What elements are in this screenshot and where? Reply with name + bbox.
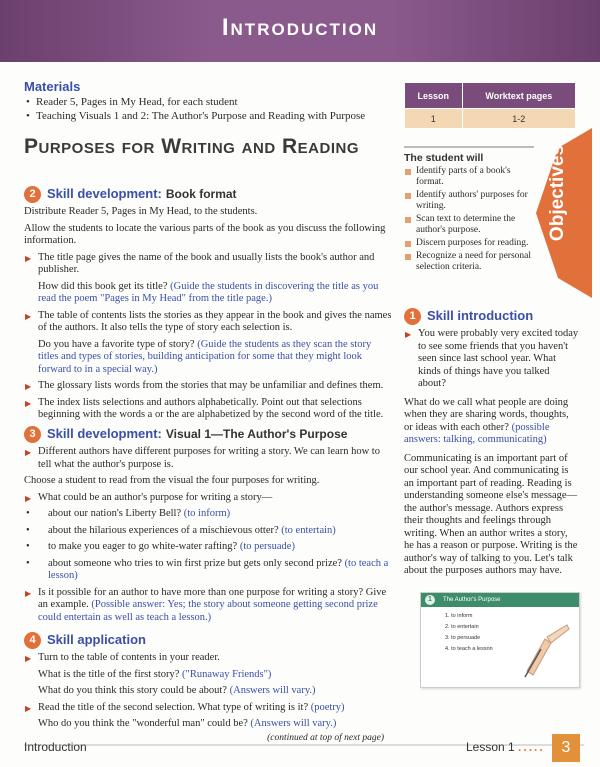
- answer-text: (to entertain): [281, 524, 336, 536]
- question: [24, 685, 392, 698]
- objective-item: Discern purposes for reading.: [404, 238, 534, 249]
- answer-text: ("Runaway Friends"): [182, 668, 272, 680]
- teacher-point: ▶ Different authors have different purposes for writing a story. We can learn how to tell what the author's purpose is.: [24, 446, 392, 471]
- lesson-header: Lesson: [405, 83, 463, 109]
- answer-text: (possible answers: talking, communicating): [404, 421, 550, 445]
- question-text: Read the title of the second selection. What type of writing is it?: [38, 701, 309, 713]
- page-title: Purposes for Writing and Reading: [24, 135, 360, 158]
- step-number-badge: 1: [404, 308, 421, 325]
- answer-text: (Guide the students in discovering the title as you read the poem "Pages in My Head" from the title page.): [38, 280, 379, 304]
- answer-text: (Answers will vary.): [250, 718, 337, 729]
- materials-title: Materials: [24, 79, 81, 94]
- question: [24, 281, 392, 306]
- visual-item: 3. to persuade: [445, 635, 481, 641]
- answer-text: (poetry): [310, 701, 345, 713]
- sub-question: [24, 508, 392, 521]
- visual-item: 4. to teach a lesson: [445, 646, 493, 652]
- question-text: How did this book get its title?: [38, 280, 168, 292]
- section-subtitle: Book format: [165, 187, 237, 202]
- section-title: Skill development:: [47, 186, 162, 202]
- footer-section-name: Introduction: [24, 740, 87, 754]
- question-text: about the hilarious experiences of a mischievous otter?: [48, 524, 279, 536]
- footer-lesson-label: Lesson 1: [466, 740, 515, 754]
- writing-hand-icon: [517, 619, 573, 679]
- materials-item: • Teaching Visuals 1 and 2: The Author's Purpose and Reading with Purpose: [24, 109, 384, 123]
- objective-item: Recognize a need for personal selection criteria.: [404, 251, 534, 273]
- question-text: Is it possible for an author to have more than one purpose for writing a story? Give an example.: [38, 586, 387, 610]
- materials-item: • Reader 5, Pages in My Head, for each student: [24, 95, 384, 109]
- teacher-point: ▶ The index lists selections and authors alphabetically. Point out that selections beginning with the words a or the are alphabetized by the second word of the title.: [24, 397, 392, 422]
- answer-text: (Guide the students as they scan the story titles and types of stories, building anticipation for some that they might look forward to in a special way.): [38, 338, 372, 375]
- step-number-badge: 4: [24, 632, 41, 649]
- section-title: Skill introduction: [427, 308, 534, 324]
- visual-title: The Author's Purpose: [443, 597, 501, 603]
- question-text: Do you have a favorite type of story?: [38, 338, 195, 350]
- teacher-point: ▶ The glossary lists words from the stories that may be unfamiliar and defines them.: [24, 380, 392, 393]
- question-text: about our nation's Liberty Bell?: [48, 508, 182, 519]
- section-book-format: [24, 186, 392, 426]
- worktext-value: 1-2: [462, 109, 575, 129]
- footer-lesson: [466, 740, 545, 754]
- banner-title: Introduction: [221, 14, 379, 41]
- section-skill-introduction: [404, 308, 580, 584]
- question-text: What do we call what people are doing when they are sharing words, thoughts, or ideas with each other?: [404, 396, 569, 433]
- answer-text: (to inform): [183, 508, 231, 519]
- objectives-box: [404, 146, 534, 275]
- answer-text: (to teach a lesson): [48, 557, 389, 581]
- question-text: What do you think this story could be about?: [38, 685, 227, 696]
- teacher-point: ▶ What could be an author's purpose for writing a story—: [24, 492, 392, 505]
- teacher-point: ▶ You were probably very excited today to see some friends that you haven't seen since last school year. What kinds of things have you talked about?: [404, 328, 580, 391]
- question: [24, 669, 392, 682]
- sub-question: [24, 558, 392, 583]
- objectives-title: The student will: [404, 146, 534, 164]
- question: [24, 718, 392, 731]
- answer-text: (Possible answer: Yes; the story about someone getting second prize could entertain as well as teach a lesson.): [38, 599, 378, 623]
- question-text: about someone who tries to win first prize but gets only second prize?: [48, 557, 342, 569]
- continued-note: (continued at top of next page): [267, 732, 384, 743]
- chapter-banner: [0, 0, 600, 62]
- materials-section: [24, 80, 384, 123]
- paragraph: [404, 397, 580, 447]
- lesson-value: 1: [405, 109, 463, 129]
- sub-question: [24, 541, 392, 554]
- objectives-tab-label: Objectives: [547, 144, 568, 242]
- step-number-badge: 2: [24, 186, 41, 203]
- teacher-point: ▶ The title page gives the name of the book and usually lists the book's author and publisher.: [24, 252, 392, 277]
- paragraph: Distribute Reader 5, Pages in My Head, to the students.: [24, 206, 258, 217]
- sub-question: [24, 525, 392, 538]
- answer-text: (Answers will vary.): [229, 685, 316, 696]
- section-title: Skill development:: [47, 426, 162, 442]
- teacher-point: [24, 702, 392, 715]
- paragraph: Allow the students to locate the various parts of the book as you discuss the following information.: [24, 222, 386, 246]
- visual-item: 1. to inform: [445, 613, 473, 619]
- page-number: 3: [552, 734, 580, 762]
- step-number-badge: 3: [24, 426, 41, 443]
- answer-text: (to persuade): [239, 541, 295, 552]
- question-text: Who do you think the "wonderful man" could be?: [38, 718, 248, 729]
- paragraph: Communicating is an important part of our school year. And communicating is an important part of reading. Reading is understanding someone else's message—the author's message. Authors express their thoughts and feelings through writing. When an author writes a story, he has a reason or purpose. Writing is the author's way of talking to you. Let's talk about the purposes authors may have.: [404, 452, 578, 576]
- teacher-point: [24, 587, 392, 625]
- visual-item: 2. to entertain: [445, 624, 479, 630]
- objective-item: Scan text to determine the author's purpose.: [404, 214, 534, 236]
- question: [24, 339, 392, 377]
- section-authors-purpose: [24, 426, 392, 628]
- footer-dots: .....: [518, 740, 545, 754]
- objective-item: Identify authors' purposes for writing.: [404, 190, 534, 212]
- section-subtitle: Visual 1—The Author's Purpose: [165, 427, 348, 442]
- visual-number: 1: [425, 595, 435, 605]
- question-text: to make you eager to go white-water rafting?: [48, 541, 238, 552]
- question-text: What is the title of the first story?: [38, 668, 180, 680]
- teacher-point: ▶ The table of contents lists the stories as they appear in the book and gives the names of the authors. It also tells the type of story each selection is.: [24, 310, 392, 335]
- paragraph: Choose a student to read from the visual the four purposes for writing.: [24, 475, 320, 486]
- objective-item: Identify parts of a book's format.: [404, 166, 534, 188]
- teacher-point: ▶ Turn to the table of contents in your reader.: [24, 652, 392, 665]
- worktext-header: Worktext pages: [462, 83, 575, 109]
- teaching-visual-thumbnail: [420, 592, 580, 688]
- section-title: Skill application: [47, 632, 146, 648]
- section-skill-application: [24, 632, 392, 748]
